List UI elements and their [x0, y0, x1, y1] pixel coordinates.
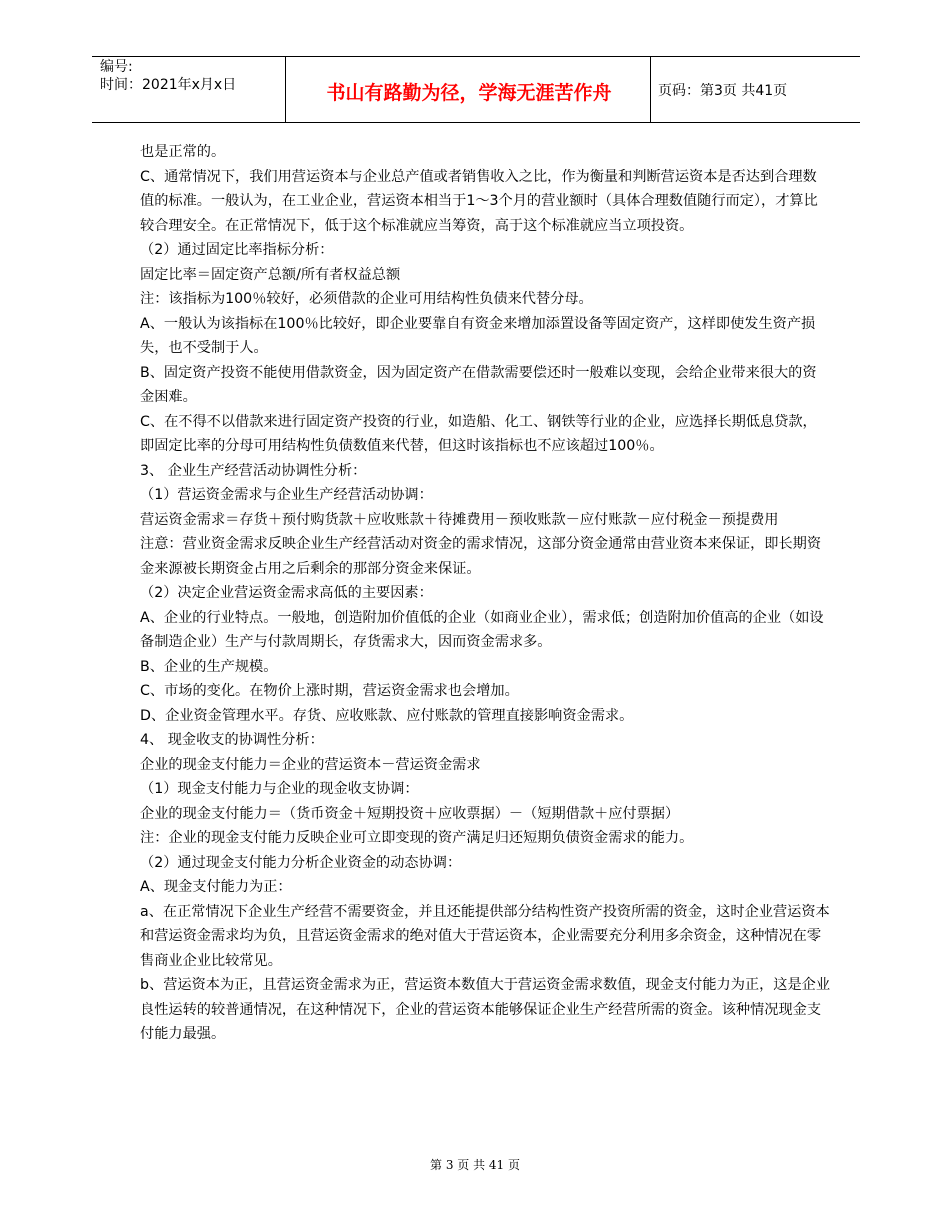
header-top-rule [92, 56, 860, 57]
header-bottom-rule [92, 122, 860, 123]
paragraph: a、在正常情况下企业生产经营不需要资金，并且还能提供部分结构性资产投资所需的资金，这时企业营运资本和营运资金需求均为负，且营运资金需求的绝对值大于营运资本，企业需要充分利用多余资金，这种情况在零售商业企业比较常见。 [140, 903, 830, 969]
paragraph: （1）现金支付能力与企业的现金收支协调： [140, 781, 419, 797]
paragraph: 注：该指标为100％较好，必须借款的企业可用结构性负债来代替分母。 [140, 291, 593, 307]
paragraph: （2）通过现金支付能力分析企业资金的动态协调： [140, 854, 462, 871]
header-page-info: 页码：第3页 共41页 [658, 83, 788, 99]
header-code-label: 编号: [100, 59, 133, 75]
paragraph: （2）通过固定比率指标分析： [140, 242, 334, 258]
paragraph: C、通常情况下，我们用营运资本与企业总产值或者销售收入之比，作为衡量和判断营运资本是否达到合理数值的标准。一般认为，在工业企业，营运资本相当于1～3个月的营业额时（具体合理数值随行而定），才算比较合理安全。在正常情况下，低于这个标准就应当筹资，高于这个标准就应当立项投资。 [140, 168, 818, 234]
paragraph: 固定比率＝固定资产总额/所有者权益总额 [140, 266, 401, 283]
page-footer: 第 3 页 共 41 页 [430, 1158, 520, 1172]
paragraph: 也是正常的。 [140, 144, 226, 160]
paragraph: B、固定资产投资不能使用借款资金，因为固定资产在借款需要偿还时一般难以变现，会给企业带来很大的资金困难。 [140, 364, 817, 405]
paragraph: 4、 现金收支的协调性分析： [140, 732, 324, 748]
paragraph: （1）营运资金需求与企业生产经营活动协调： [140, 487, 433, 503]
header-date: 时间：2021年x月x日 [100, 77, 237, 93]
paragraph: A、一般认为该指标在100％比较好，即企业要靠自有资金来增加添置设备等固定资产，这样即使发生资产损失，也不受制于人。 [140, 315, 816, 356]
paragraph: 注意：营业资金需求反映企业生产经营活动对资金的需求情况，这部分资金通常由营业资本来保证，即长期资金来源被长期资金占用之后剩余的那部分资金来保证。 [140, 536, 822, 577]
header-slogan: 书山有路勤为径，学海无涯苦作舟 [326, 82, 612, 104]
paragraph: C、市场的变化。在物价上涨时期，营运资金需求也会增加。 [140, 683, 519, 699]
header-divider-left [285, 56, 286, 122]
paragraph: 企业的现金支付能力＝企业的营运资本－营运资金需求 [140, 756, 481, 773]
paragraph: A、现金支付能力为正： [140, 879, 292, 895]
paragraph: 企业的现金支付能力＝（货币资金＋短期投资＋应收票据）－（短期借款＋应付票据） [140, 805, 680, 822]
paragraph: A、企业的行业特点。一般地，创造附加价值低的企业（如商业企业），需求低；创造附加价值高的企业（如设备制造企业）生产与付款周期长，存货需求大，因而资金需求多。 [140, 609, 824, 650]
document-body [140, 140, 830, 1047]
paragraph: b、营运资本为正，且营运资金需求为正，营运资本数值大于营运资金需求数值，现金支付能力为正，这是企业良性运转的较普通情况，在这种情况下，企业的营运资本能够保证企业生产经营所需的资金。该种情况现金支付能力最强。 [140, 977, 831, 1042]
paragraph: 营运资金需求＝存货＋预付购货款＋应收账款＋待摊费用－预收账款－应付账款－应付税金－预提费用 [140, 511, 779, 528]
header-divider-right [650, 56, 651, 122]
paragraph: D、企业资金管理水平。存货、应收账款、应付账款的管理直接影响资金需求。 [140, 707, 634, 724]
paragraph: 注：企业的现金支付能力反映企业可立即变现的资产满足归还短期负债资金需求的能力。 [140, 830, 694, 846]
paragraph: 3、 企业生产经营活动协调性分析： [140, 462, 367, 479]
paragraph: B、企业的生产规模。 [140, 658, 278, 675]
paragraph: （2）决定企业营运资金需求高低的主要因素： [140, 585, 433, 601]
header-left-block [100, 58, 236, 94]
paragraph: C、在不得不以借款来进行固定资产投资的行业，如造船、化工、钢铁等行业的企业，应选择长期低息贷款，即固定比率的分母可用结构性负债数值来代替，但这时该指标也不应该超过100％。 [140, 413, 817, 454]
